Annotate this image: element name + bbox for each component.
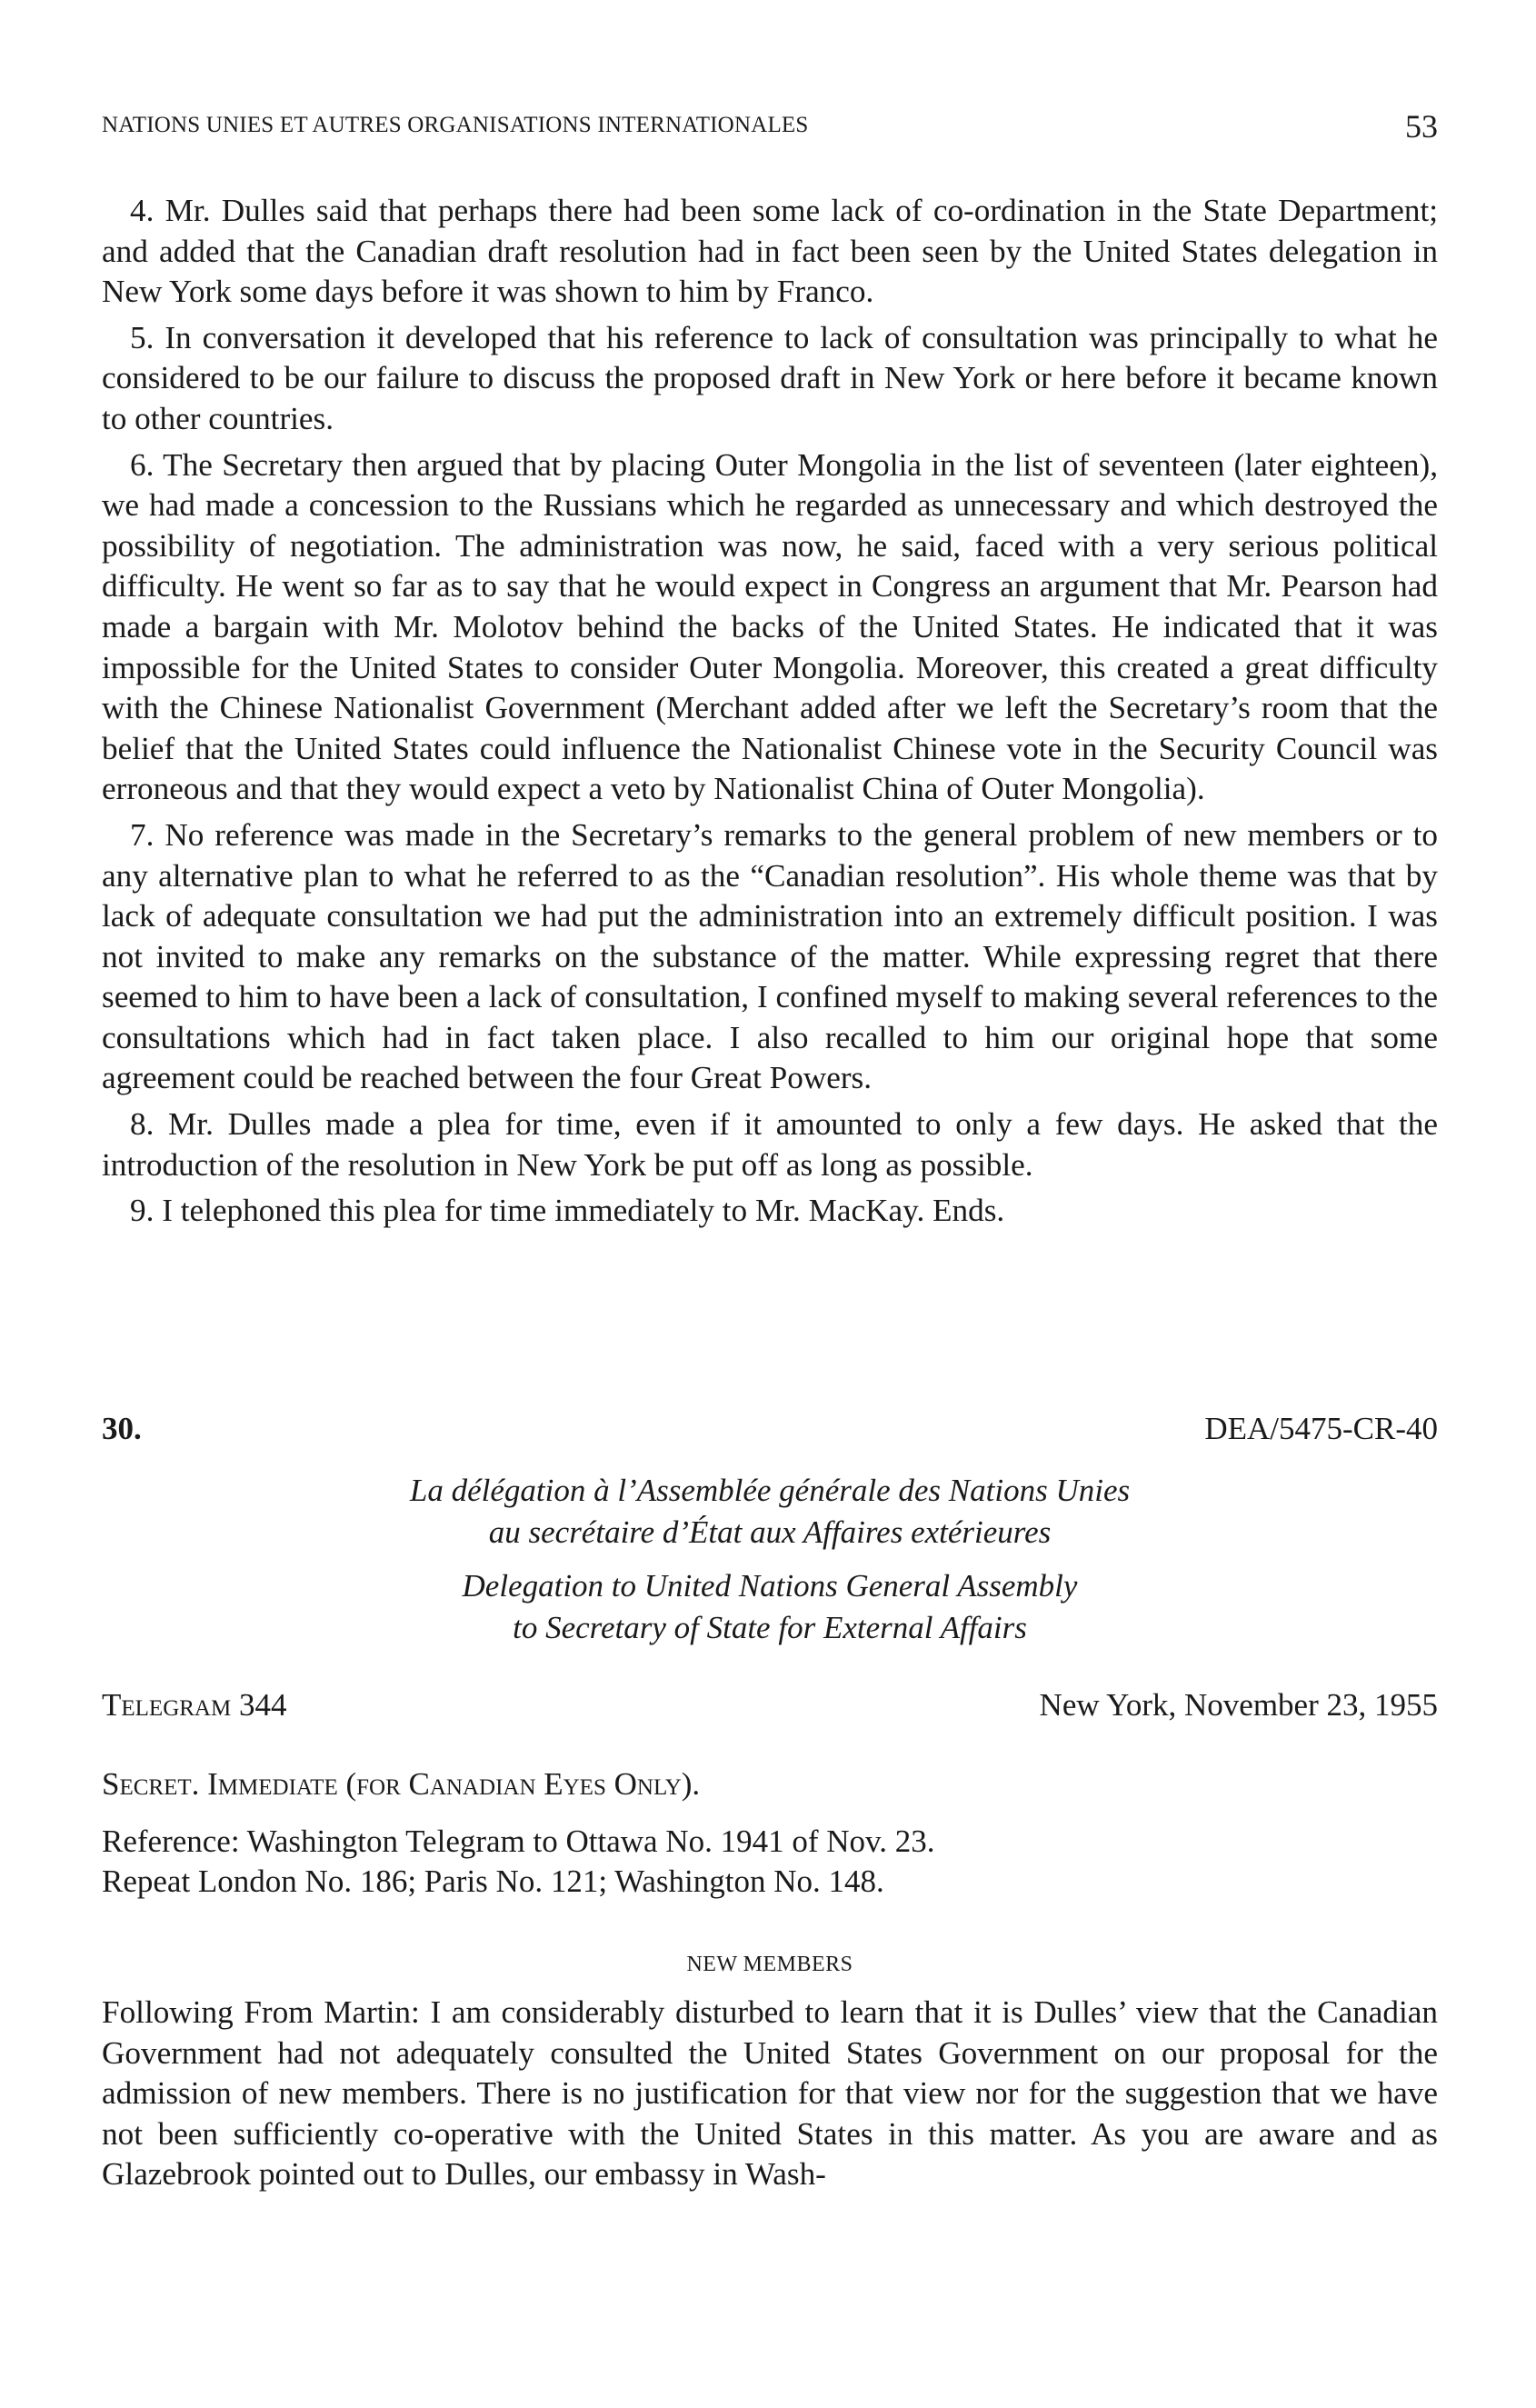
telegram-body: Following From Martin: I am considerably disturbed to learn that it is Dulles’ view that the Canadian Government had not adequately consulted the United States Government on our proposal for the admission of new members. There is no justification for that view nor for the suggestion that we have not been sufficiently co-operative with the United States in this matter. As you are aware and as Glazebrook pointed out to Dulles, our embassy in Wash- (102, 1994, 1438, 2193)
french-heading (102, 1470, 1438, 1554)
paragraph-9: 9. I telephoned this plea for time immediately to Mr. MacKay. Ends. (130, 1193, 1005, 1229)
archive-reference: DEA/5475-CR-40 (1204, 1411, 1438, 1446)
telegram-number: Telegram 344 (102, 1687, 287, 1723)
paragraph-4: 4. Mr. Dulles said that perhaps there had been some lack of co-ordination in the State Department; and added that the Canadian draft resolution had in fact been seen by the United States delegation in New York some days before it was shown to him by Franco. (102, 193, 1438, 310)
classification: Secret. Immediate (for Canadian Eyes Only). (102, 1766, 701, 1802)
document-heading (102, 1411, 1438, 1456)
subject-heading: NEW MEMBERS (686, 1953, 853, 1976)
paragraph-7: 7. No reference was made in the Secretary’s remarks to the general problem of new members or to any alternative plan to what he referred to as the “Canadian resolution”. His whole theme was that by lack of adequate consultation we had put the administration into an extremely difficult position. I was not invited to make any remarks on the substance of the matter. While expressing regret that there seemed to him to have been a lack of consultation, I confined myself to making several references to the consultations which had in fact taken place. I also recalled to him our original hope that some agreement could be reached between the four Great Powers. (102, 816, 1438, 1096)
paragraph-6: 6. The Secretary then argued that by placing Outer Mongolia in the list of seventeen (later eighteen), we had made a concession to the Russians which he regarded as unnecessary and which destroyed the possibility of negotiation. The administration was now, he said, faced with a very serious political difficulty. He went so far as to say that he would expect in Congress an argument that Mr. Pearson had made a bargain with Mr. Molotov behind the backs of the United States. He indicated that it was impossible for the United States to consider Outer Mongolia. Moreover, this created a great difficulty with the Chinese Nationalist Government (Merchant added after we left the Secretary’s room that the belief that the United States could influence the Nationalist Chinese vote in the Security Council was erroneous and that they would expect a veto by Nationalist China of Outer Mongolia). (102, 446, 1438, 807)
english-heading-line: to Secretary of State for External Affairs (513, 1610, 1027, 1645)
french-heading-line: La délégation à l’Assemblée générale des Nations Unies (409, 1473, 1131, 1508)
running-head (102, 107, 1438, 144)
page-number: 53 (1405, 108, 1438, 145)
paragraph-5: 5. In conversation it developed that his reference to lack of consultation was principally to what he considered to be our failure to discuss the proposed draft in New York or here before it became known to other countries. (102, 319, 1438, 436)
reference-line: Reference: Washington Telegram to Ottawa No. 1941 of Nov. 23. (102, 1823, 935, 1859)
english-heading (102, 1565, 1438, 1649)
document-number: 30. (102, 1411, 142, 1446)
paragraph-8: 8. Mr. Dulles made a plea for time, even if it amounted to only a few days. He asked that the introduction of the resolution in New York be put off as long as possible. (102, 1106, 1438, 1183)
place-date: New York, November 23, 1955 (1039, 1687, 1438, 1723)
french-heading-line: au secrétaire d’État aux Affaires extérieures (488, 1514, 1052, 1550)
body-text (102, 191, 1438, 1237)
telegram-line (102, 1687, 1438, 1733)
english-heading-line: Delegation to United Nations General Assembly (462, 1568, 1078, 1604)
references (102, 1822, 935, 1902)
reference-line: Repeat London No. 186; Paris No. 121; Washington No. 148. (102, 1863, 884, 1899)
running-title: NATIONS UNIES ET AUTRES ORGANISATIONS INTERNATIONALES (102, 113, 809, 137)
